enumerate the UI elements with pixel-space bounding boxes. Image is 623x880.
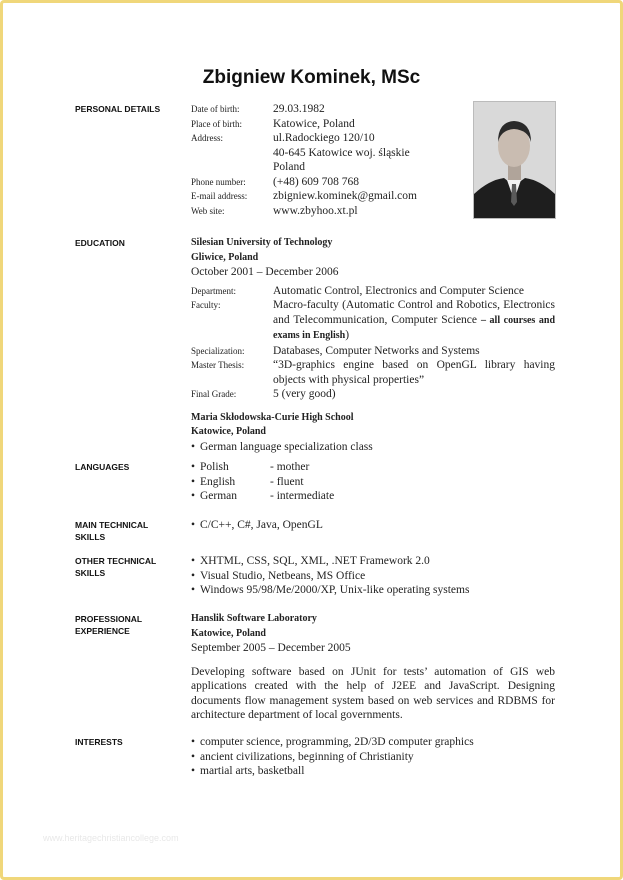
- list-item: • ancient civilizations, beginning of Christianity: [191, 750, 555, 765]
- list-item: • C/C++, C#, Java, OpenGL: [191, 518, 555, 533]
- address-line-2: 40-645 Katowice woj. śląskie: [273, 146, 410, 159]
- highschool-city: Katowice, Poland: [191, 426, 266, 437]
- language-level: - fluent: [270, 475, 304, 488]
- experience-dates: September 2005 – December 2005: [191, 642, 351, 654]
- university-city: Gliwice, Poland: [191, 251, 259, 263]
- interests-list: [191, 735, 555, 779]
- department-value: Automatic Control, Electronics and Computer Science: [273, 284, 525, 297]
- email-value: zbigniew.kominek@gmail.com: [273, 190, 417, 202]
- section-label-interests: INTERESTS: [75, 737, 123, 747]
- phone-value: (+48) 609 708 768: [273, 175, 360, 188]
- language-item: [191, 460, 555, 475]
- address-line-3: Poland: [273, 161, 305, 173]
- pob-label: Place of birth:: [191, 118, 242, 129]
- language-level: - intermediate: [270, 490, 335, 502]
- education-details: [191, 236, 555, 454]
- language-item: [191, 489, 555, 504]
- section-label-line: MAIN TECHNICAL: [75, 520, 149, 530]
- experience-description: Developing software based on JUnit for tests’ automation of GIS web applications created with the help of J2EE and JavaScript. Designing documents flow management system based on web services and RDBMS for architecture department of local governments.: [191, 665, 555, 721]
- address-label: Address:: [191, 133, 223, 143]
- address-line-1: ul.Radockiego 120/10: [273, 132, 375, 144]
- language-item: [191, 475, 555, 490]
- company-city: Katowice, Poland: [191, 627, 266, 639]
- section-label-line: OTHER TECHNICAL: [75, 556, 157, 566]
- email-label: E-mail address:: [191, 191, 248, 201]
- dob-value: 29.03.1982: [273, 103, 325, 115]
- profile-photo: [473, 101, 556, 219]
- watermark: www.heritagechristiancollege.com: [43, 833, 179, 843]
- section-label-personal: PERSONAL DETAILS: [75, 104, 161, 114]
- language-name: English: [200, 475, 236, 488]
- faculty-value: [273, 298, 555, 344]
- list-item: • Windows 95/98/Me/2000/XP, Unix-like operating systems: [191, 583, 555, 598]
- languages-list: [191, 460, 555, 504]
- thesis-label: Master Thesis:: [191, 360, 245, 370]
- section-label-line: PROFESSIONAL: [75, 614, 143, 624]
- highschool-name: Maria Skłodowska-Curie High School: [191, 411, 354, 423]
- other-skills-list: [191, 554, 555, 598]
- section-label-languages: LANGUAGES: [75, 462, 130, 472]
- web-label: Web site:: [191, 205, 225, 216]
- faculty-text: Macro-faculty (Automatic Control and Robotics, Electronics and Telecommunication, Computer Science: [273, 299, 555, 326]
- language-name: Polish: [200, 461, 229, 473]
- faculty-note: – all courses and exams in English: [273, 314, 556, 341]
- specialization-value: Databases, Computer Networks and Systems: [273, 344, 480, 357]
- personal-details: [191, 102, 471, 218]
- section-label-experience: [75, 613, 185, 637]
- list-item: • computer science, programming, 2D/3D computer graphics: [191, 735, 555, 750]
- list-item: • Visual Studio, Netbeans, MS Office: [191, 569, 555, 584]
- thesis-value: “3D-graphics engine based on OpenGL library having objects with physical properties”: [273, 359, 555, 386]
- company-name: Hanslik Software Laboratory: [191, 613, 317, 624]
- section-label-main-skills: [75, 519, 185, 543]
- faculty-close: ): [345, 329, 350, 341]
- specialization-label: Specialization:: [191, 345, 245, 356]
- university-name: Silesian University of Technology: [191, 237, 333, 248]
- university-dates: October 2001 – December 2006: [191, 266, 339, 278]
- language-name: German: [200, 490, 238, 502]
- section-label-line: SKILLS: [75, 568, 106, 578]
- section-label-other-skills: [75, 555, 185, 579]
- list-item: • martial arts, basketball: [191, 764, 555, 779]
- dob-label: Date of birth:: [191, 104, 240, 114]
- department-label: Department:: [191, 285, 236, 296]
- list-item: • German language specialization class: [191, 440, 555, 455]
- phone-label: Phone number:: [191, 176, 246, 187]
- section-label-line: EXPERIENCE: [75, 626, 130, 636]
- main-skills-list: [191, 518, 555, 533]
- list-item: • XHTML, CSS, SQL, XML, .NET Framework 2.0: [191, 554, 555, 569]
- language-level: - mother: [270, 461, 310, 473]
- section-label-line: SKILLS: [75, 532, 106, 542]
- faculty-label: Faculty:: [191, 300, 221, 310]
- web-value: www.zbyhoo.xt.pl: [273, 204, 358, 217]
- grade-value: 5 (very good): [273, 388, 336, 400]
- pob-value: Katowice, Poland: [273, 117, 355, 130]
- grade-label: Final Grade:: [191, 389, 237, 399]
- page-title: Zbigniew Kominek, MSc: [202, 67, 421, 88]
- address-value: [273, 131, 471, 175]
- section-label-education: EDUCATION: [75, 238, 125, 248]
- experience-details: [191, 612, 555, 723]
